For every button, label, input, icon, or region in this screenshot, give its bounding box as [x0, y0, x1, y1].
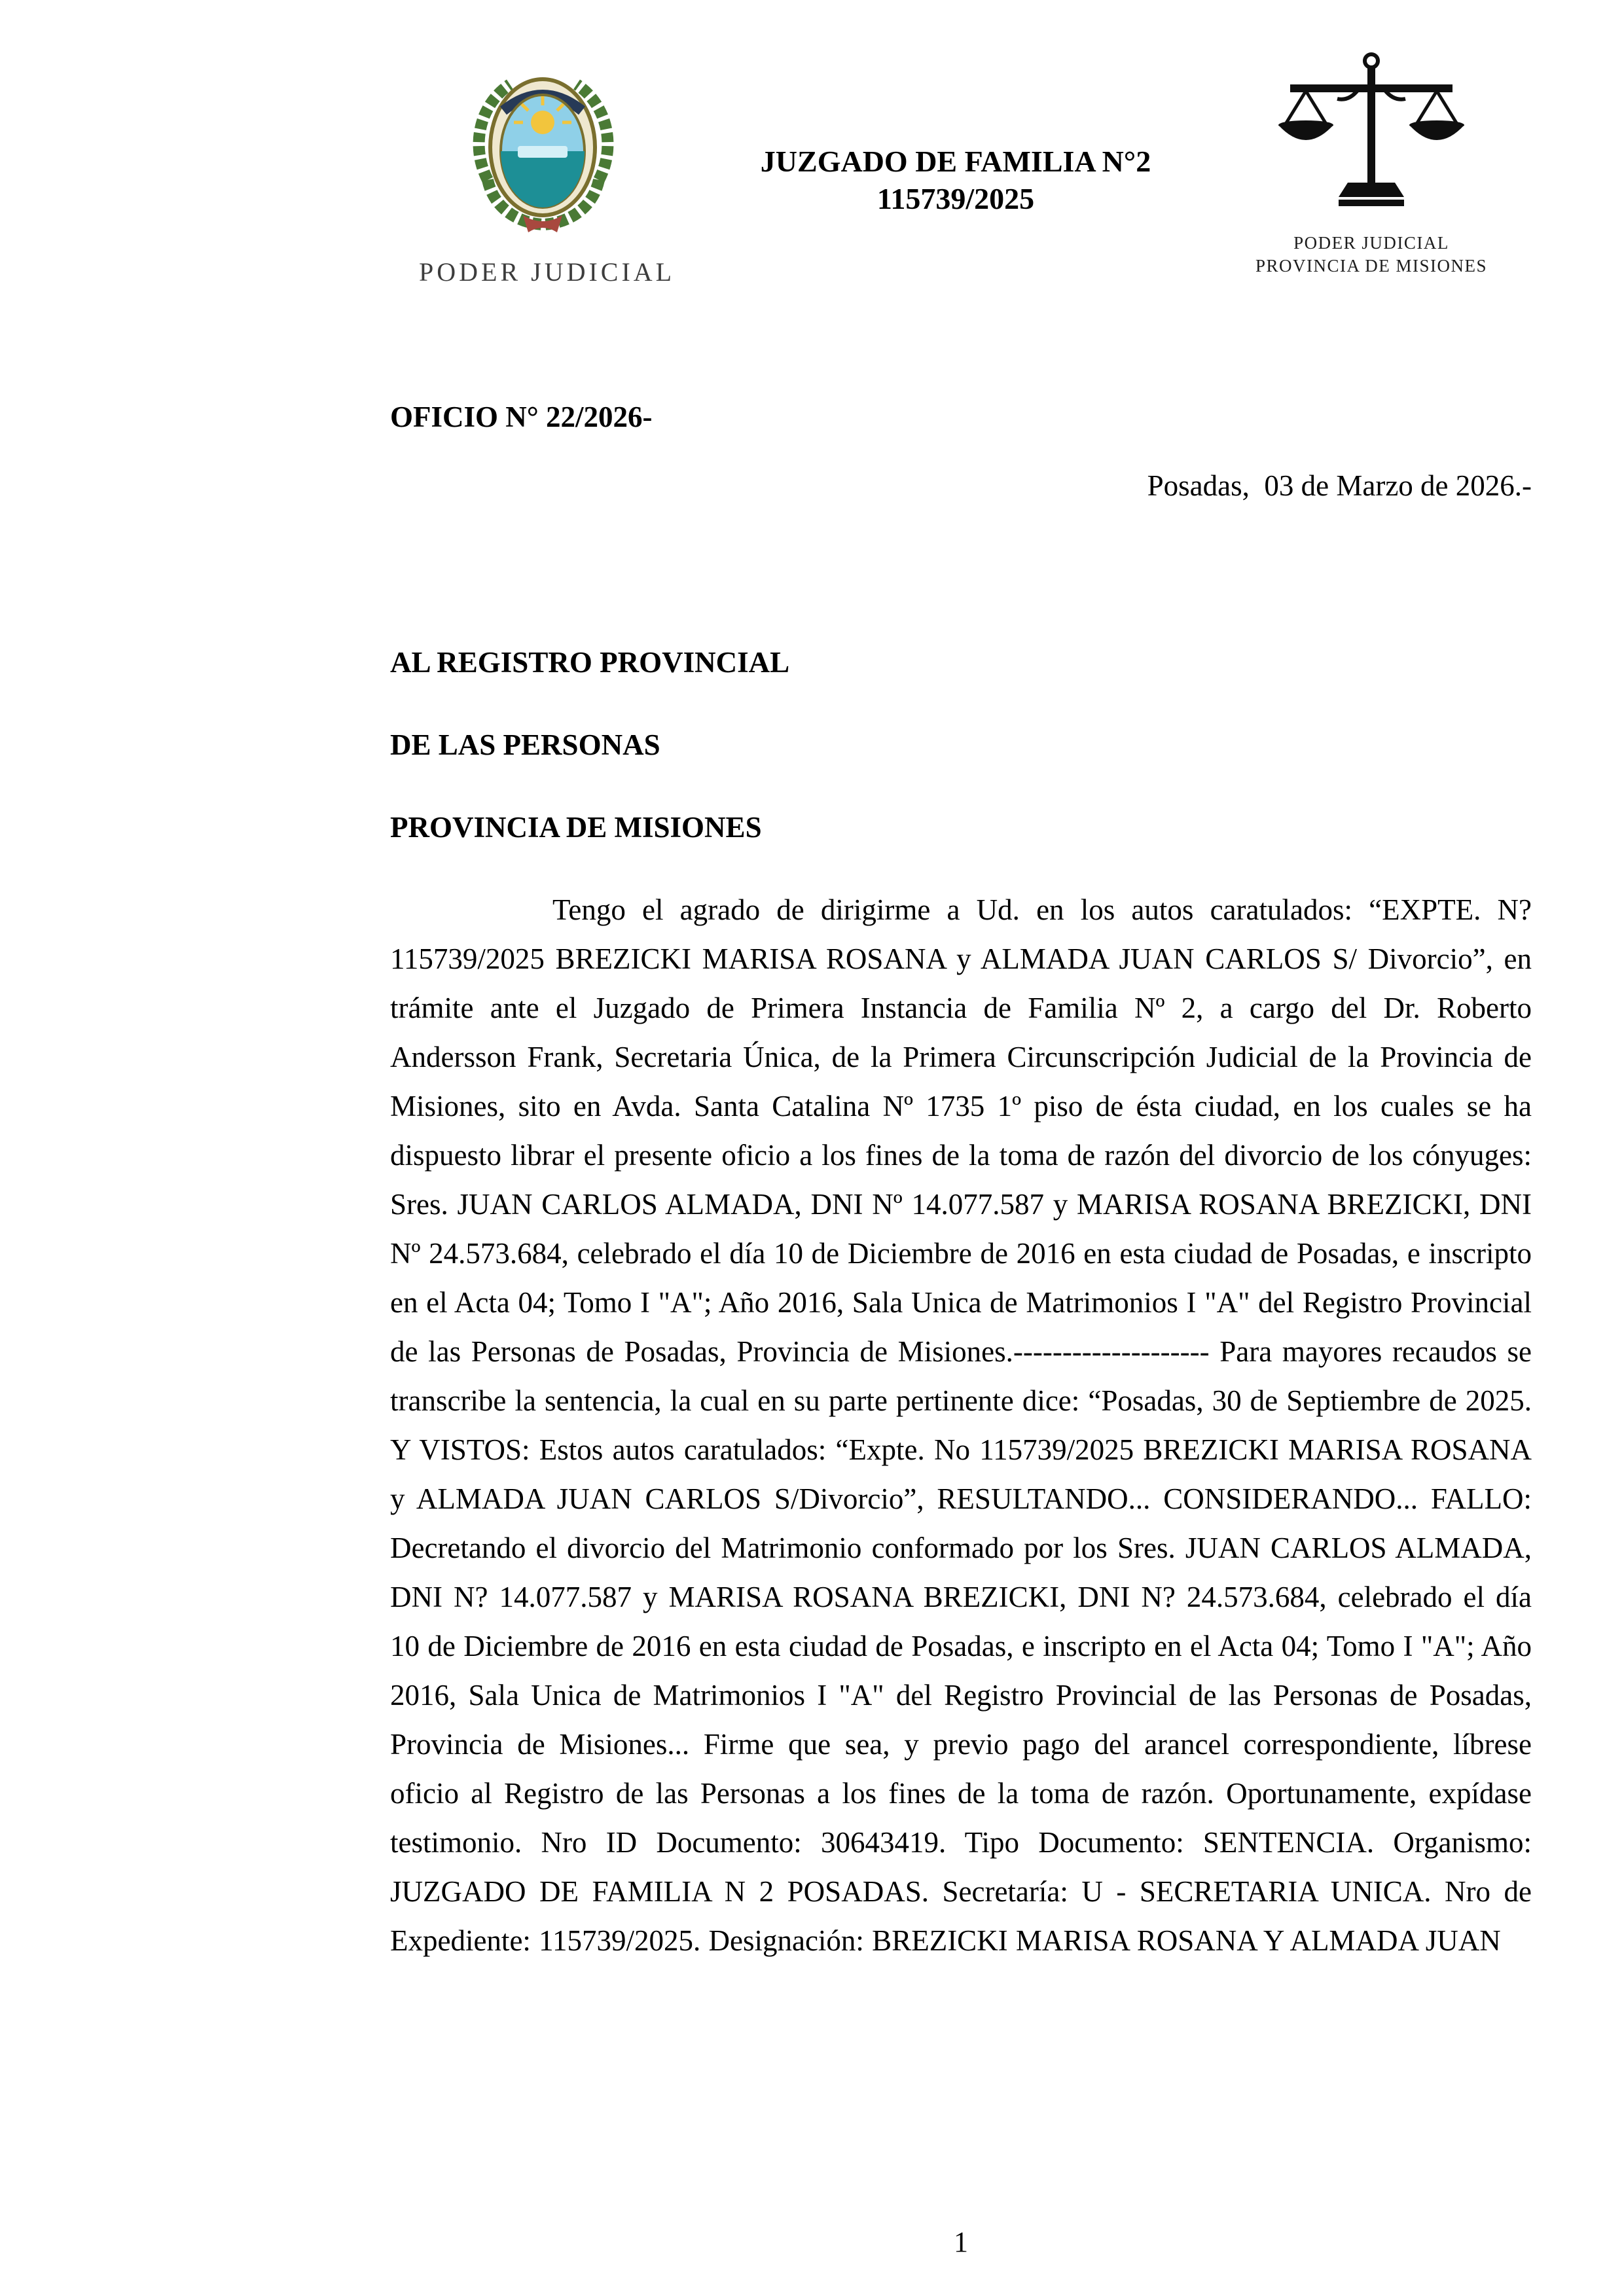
recipient-block — [390, 638, 1532, 852]
date-line: Posadas, 03 de Marzo de 2026.- — [1147, 469, 1532, 502]
document-content — [390, 393, 1532, 1965]
court-title-block — [694, 143, 1218, 217]
case-number: 115739/2025 — [876, 182, 1035, 215]
left-logo-caption: PODER JUDICIAL — [419, 257, 676, 287]
left-logo-block — [419, 56, 676, 287]
recipient-line-2: DE LAS PERSONAS — [390, 728, 660, 761]
recipient-line-1: AL REGISTRO PROVINCIAL — [390, 646, 790, 679]
misiones-coat-of-arms-icon — [455, 56, 632, 245]
right-logo-caption-line1: PODER JUDICIAL — [1293, 233, 1449, 253]
scales-of-justice-icon — [1267, 49, 1476, 224]
right-logo-caption-line2: PROVINCIA DE MISIONES — [1255, 256, 1488, 276]
court-name: JUZGADO DE FAMILIA N°2 — [760, 145, 1151, 178]
right-logo-block — [1218, 49, 1525, 278]
body-paragraph: Tengo el agrado de dirigirme a Ud. en los autos caratulados: “EXPTE. N? 115739/2025 BREZICKI MARISA ROSANA y ALMADA JUAN CARLOS S/ Divorcio”, en trámite ante el Juzgado de Primera Instancia de Familia Nº 2, a cargo del Dr. Roberto Andersson Frank, Secretaria Única, de la Primera Circunscripción Judicial de la Provincia de Misiones, sito en Avda. Santa Catalina Nº 1735 1º piso de ésta ciudad, en los cuales se ha dispuesto librar el presente oficio a los fines de la toma de razón del divorcio de los cónyuges: Sres. JUAN CARLOS ALMADA, DNI Nº 14.077.587 y MARISA ROSANA BREZICKI, DNI Nº 24.573.684, celebrado el día 10 de Diciembre de 2016 en esta ciudad de Posadas, e inscripto en el Acta 04; Tomo I "A"; Año 2016, Sala Unica de Matrimonios I "A" del Registro Provincial de las Personas de Posadas, Provincia de Misiones.-------------------- Para mayores recaudos se transcribe la sentencia, la cual en su parte pertinente dice: “Posadas, 30 de Septiembre de 2025. Y VISTOS: Estos autos caratulados: “Expte. No 115739/2025 BREZICKI MARISA ROSANA y ALMADA JUAN CARLOS S/Divorcio”, RESULTANDO... CONSIDERANDO... FALLO: Decretando el divorcio del Matrimonio conformado por los Sres. JUAN CARLOS ALMADA, DNI N? 14.077.587 y MARISA ROSANA BREZICKI, DNI N? 24.573.684, celebrado el día 10 de Diciembre de 2016 en esta ciudad de Posadas, e inscripto en el Acta 04; Tomo I "A"; Año 2016, Sala Unica de Matrimonios I "A" del Registro Provincial de las Personas de Posadas, Provincia de Misiones... Firme que sea, y previo pago del arancel correspondiente, líbrese oficio al Registro de las Personas a los fines de la toma de razón. Oportunamente, expídase testimonio. Nro ID Documento: 30643419. Tipo Documento: SENTENCIA. Organismo: JUZGADO DE FAMILIA N 2 POSADAS. Secretaría: U - SECRETARIA UNICA. Nro de Expediente: 115739/2025. Designación: BREZICKI MARISA ROSANA Y ALMADA JUAN — [390, 893, 1532, 1957]
right-logo-caption — [1218, 232, 1525, 278]
page-number: 1 — [954, 2226, 968, 2258]
oficio-number: OFICIO N° 22/2026- — [390, 401, 653, 433]
recipient-line-3: PROVINCIA DE MISIONES — [390, 811, 762, 844]
